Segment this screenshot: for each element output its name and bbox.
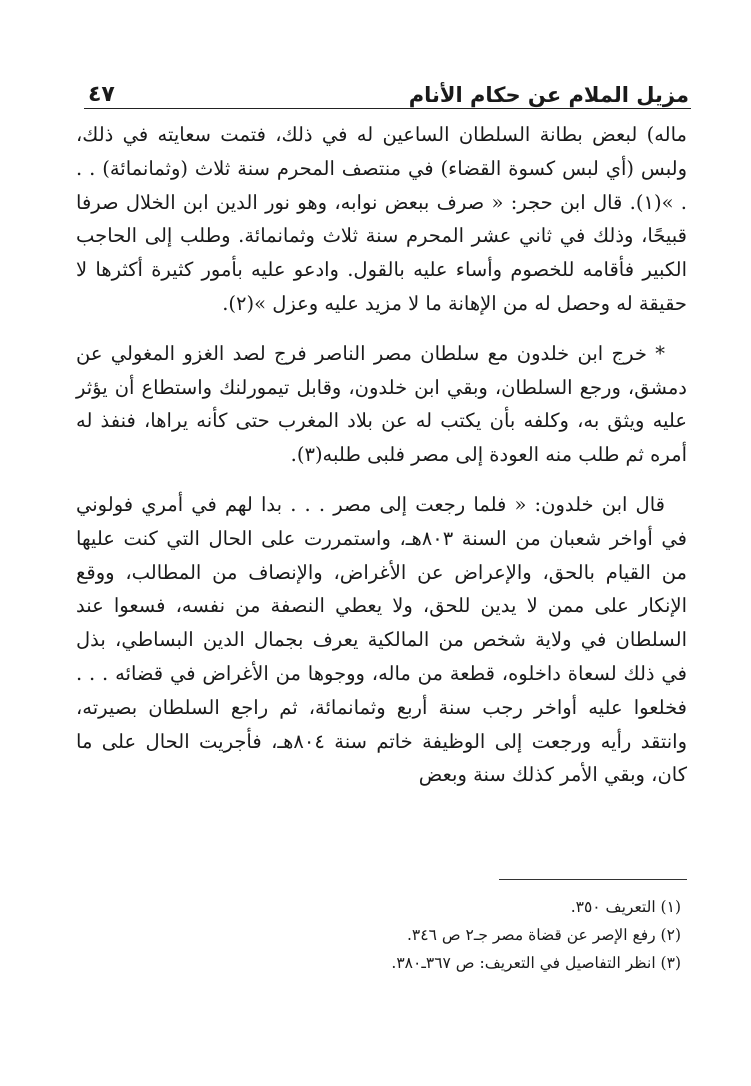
footnote: (٢) رفع الإصر عن قضاة مصر جـ٢ ص ٣٤٦. [406,926,681,944]
main-text [76,118,687,808]
footnotes [76,893,681,977]
footnote: (٣) انظر التفاصيل في التعريف: ص ٣٦٧ـ٣٨٠. [391,954,681,972]
footnote-divider [499,879,687,880]
header-divider [84,108,691,109]
footnote: (١) التعريف ٣٥٠. [570,898,681,916]
paragraph: ماله) لبعض بطانة السلطان الساعين له في ذلك، فتمت سعايته في ذلك، ولبس (أي لبس كسوة القضاء) في منتصف المحرم سنة ثلاث (وثمانمائة) . . . »(١). قال ابن حجر: « صرف ببعض نوابه، وهو نور الدين ابن الخلال صرفا قبيحًا، وذلك في ثاني عشر المحرم سنة ثلاث وثمانمائة. وطلب إلى الحاجب الكبير فأقامه للخصوم وأساء عليه بالقول. وادعو عليه بأمور كثيرة أكثرها لا حقيقة له وحصل له من الإهانة ما لا مزيد عليه وعزل »(٢). [76,123,688,315]
running-title: مزيل الملام عن حكام الأنام [408,83,689,107]
page-header [88,66,689,106]
paragraph: * خرج ابن خلدون مع سلطان مصر الناصر فرج لصد الغزو المغولي عن دمشق، ورجع السلطان، وبقي ابن خلدون، وقابل تيمورلنك واستطاع أن يؤثر عليه ويثق به، وكلفه بأن يكتب له عن بلاد المغرب حتى كأنه يراها، فنفذ له أمره ثم طلب منه العودة إلى مصر فلبى طلبه(٣). [76,341,687,467]
page-number: ٤٧ [88,82,115,107]
paragraph: قال ابن خلدون: « فلما رجعت إلى مصر . . . بدا لهم في أمري فولوني في أواخر شعبان من السنة ٨٠٣هـ، واستمررت على الحال التي كنت عليها من القيام بالحق، والإعراض عن الأغراض، والإنصاف من المطالب، ووقع الإنكار على ممن لا يدين للحق، ولا يعطي النصفة من نفسه، فسعوا عند السلطان في ولاية شخص من المالكية يعرف بجمال الدين البساطي، بذل في ذلك لسعاة داخلوه، قطعة من ماله، ووجوها من الأغراض في قضائه . . . فخلعوا عليه أواخر رجب سنة أربع وثمانمائة، ثم راجع السلطان بصيرته، وانتقد رأيه ورجعت إلى الوظيفة خاتم سنة ٨٠٤هـ، فأجريت الحال على ما كان، وبقي الأمر كذلك سنة وبعض [76,492,687,787]
